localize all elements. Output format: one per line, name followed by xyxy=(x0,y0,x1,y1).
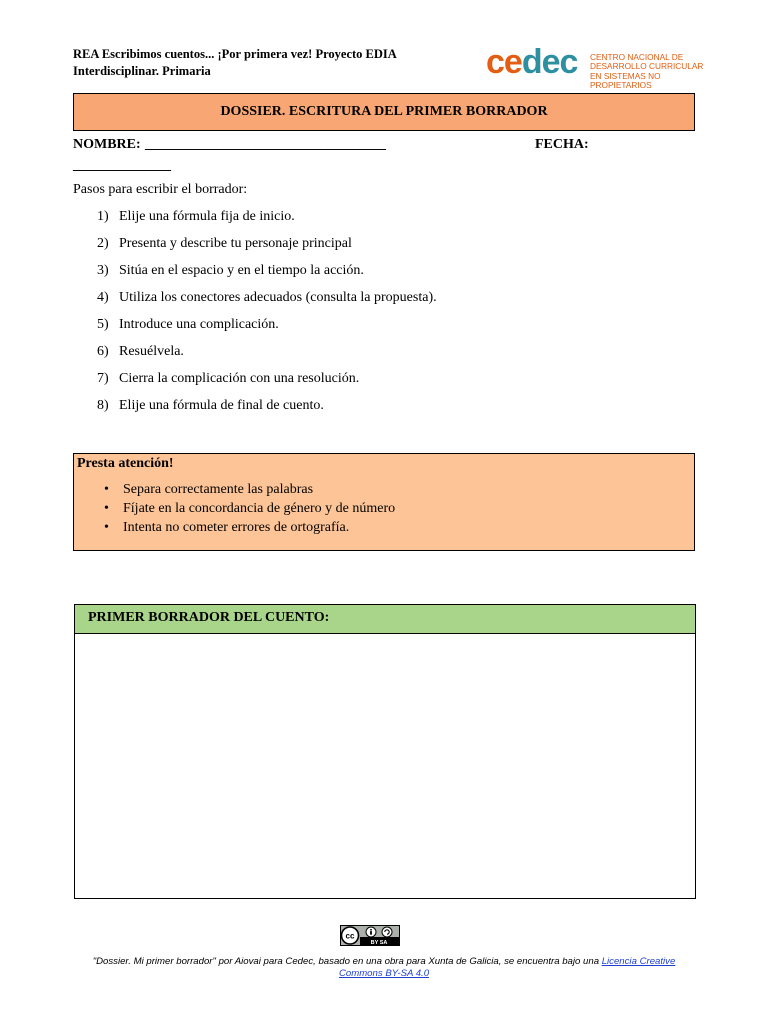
logo-subtitle-line-1: CENTRO NACIONAL DE xyxy=(590,52,684,62)
draft-writing-area[interactable] xyxy=(75,634,695,898)
draft-header xyxy=(75,605,695,634)
steps-list xyxy=(73,209,693,425)
fecha-label: FECHA: xyxy=(535,137,589,152)
dossier-title-bar xyxy=(73,93,695,131)
step-number: 6) xyxy=(97,344,109,359)
step-number: 8) xyxy=(97,398,109,413)
attention-title: Presta atención! xyxy=(77,456,174,471)
step-number: 4) xyxy=(97,290,109,305)
header-title-line-2: Interdisciplinar. Primaria xyxy=(73,64,211,78)
attention-box xyxy=(73,453,695,551)
step-text: Cierra la complicación con una resolución. xyxy=(119,371,360,386)
nombre-field[interactable]: _____________________________________ xyxy=(145,137,386,152)
logo-wordmark-part1: ce xyxy=(486,43,522,81)
nombre-label: NOMBRE: xyxy=(73,137,141,152)
logo-wordmark xyxy=(486,43,577,81)
draft-box xyxy=(74,604,696,899)
step-item xyxy=(73,263,693,290)
step-text: Sitúa en el espacio y en el tiempo la acción. xyxy=(119,263,364,278)
step-item xyxy=(73,209,693,236)
attention-item: • Intenta no cometer errores de ortografía. xyxy=(104,520,395,539)
cedec-logo xyxy=(486,43,716,90)
step-text: Introduce una complicación. xyxy=(119,317,279,332)
logo-subtitle-line-3: EN SISTEMAS NO PROPIETARIOS xyxy=(590,70,661,90)
license-link[interactable]: Licencia Creative Commons BY-SA 4.0 xyxy=(338,956,676,979)
step-number: 7) xyxy=(97,371,109,386)
logo-wordmark-part2: dec xyxy=(521,43,578,81)
dossier-title: DOSSIER. ESCRITURA DEL PRIMER BORRADOR xyxy=(220,104,548,119)
step-text: Elije una fórmula de final de cuento. xyxy=(119,398,324,413)
steps-intro: Pasos para escribir el borrador: xyxy=(73,182,248,197)
license-footer xyxy=(70,956,698,980)
attention-item: • Fíjate en la concordancia de género y de número xyxy=(104,501,395,520)
fecha-field[interactable]: _______________ xyxy=(73,158,171,173)
license-text: "Dossier. Mi primer borrador" por Aiovai para Cedec, basado en una obra para Xunta de Galicia, se encuentra bajo una xyxy=(92,956,602,967)
header-title-line-1: REA Escribimos cuentos... ¡Por primera vez! Proyecto EDIA xyxy=(73,47,397,61)
cc-by-sa-icon xyxy=(340,925,400,946)
attention-list xyxy=(104,482,395,539)
cc-badge-graphic xyxy=(340,925,400,946)
step-text: Elije una fórmula fija de inicio. xyxy=(119,209,295,224)
svg-text:cc: cc xyxy=(345,931,355,941)
cc-badge-text: BY SA xyxy=(370,939,388,946)
logo-subtitle xyxy=(590,53,720,90)
step-number: 5) xyxy=(97,317,109,332)
step-item xyxy=(73,344,693,371)
attention-item: • Separa correctamente las palabras xyxy=(104,482,395,501)
step-item xyxy=(73,371,693,398)
step-item xyxy=(73,317,693,344)
step-number: 2) xyxy=(97,236,109,251)
step-item xyxy=(73,398,693,425)
logo-subtitle-line-2: DESARROLLO CURRICULAR xyxy=(590,61,704,72)
step-text: Utiliza los conectores adecuados (consulta la propuesta). xyxy=(119,290,437,305)
step-item xyxy=(73,236,693,263)
step-number: 1) xyxy=(97,209,109,224)
step-item xyxy=(73,290,693,317)
draft-title: PRIMER BORRADOR DEL CUENTO: xyxy=(88,610,330,625)
step-text: Presenta y describe tu personaje principal xyxy=(119,236,352,251)
step-number: 3) xyxy=(97,263,109,278)
step-text: Resuélvela. xyxy=(119,344,184,359)
document-header-title xyxy=(73,46,453,80)
